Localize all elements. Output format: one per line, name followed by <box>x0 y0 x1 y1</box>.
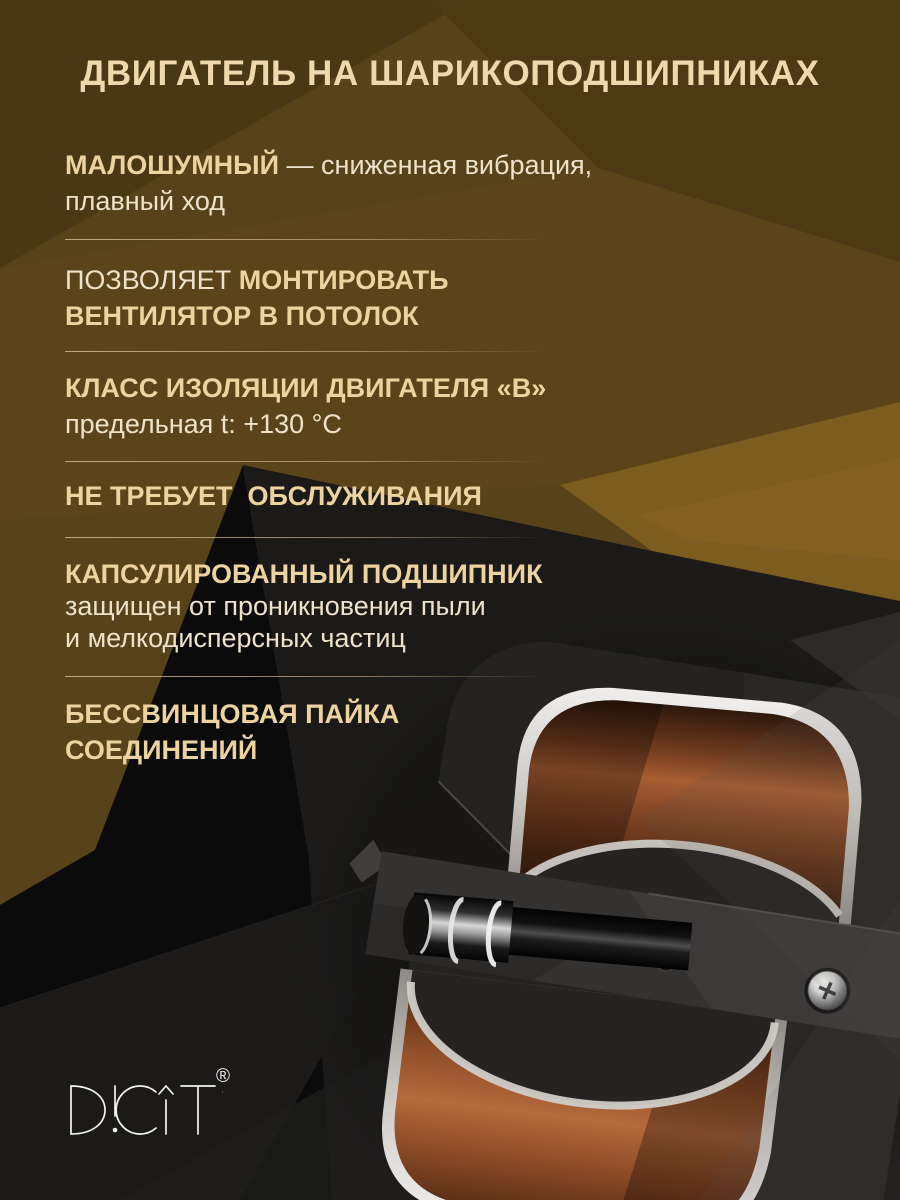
feature-insulation-class <box>65 370 625 442</box>
text-segment: ВЕНТИЛЯТОР В ПОТОЛОК <box>65 301 419 331</box>
registered-trademark-icon: ® <box>216 1066 230 1087</box>
feature-line <box>65 478 625 514</box>
divider <box>65 537 547 538</box>
feature-low-noise <box>65 147 625 219</box>
text-segment: ПОЗВОЛЯЕТ <box>65 265 239 295</box>
feature-line <box>65 406 625 442</box>
feature-line <box>65 298 625 334</box>
divider <box>65 461 547 462</box>
divider <box>65 676 547 677</box>
text-segment: предельная t: +130 °C <box>65 409 342 439</box>
feature-line <box>65 183 625 219</box>
text-segment: МАЛОШУМНЫЙ <box>65 150 280 180</box>
feature-line <box>65 262 625 298</box>
text-segment: МОНТИРОВАТЬ <box>238 265 449 295</box>
divider <box>65 351 547 352</box>
feature-line <box>65 696 625 732</box>
diciti-logo <box>63 1072 223 1142</box>
text-segment: НЕ ТРЕБУЕТ ОБСЛУЖИВАНИЯ <box>65 481 482 511</box>
feature-maintenance-free <box>65 478 625 514</box>
text-segment: БЕССВИНЦОВАЯ ПАЙКА <box>65 699 400 729</box>
divider <box>65 239 547 240</box>
text-segment: СОЕДИНЕНИЙ <box>65 735 258 765</box>
feature-ceiling-mount <box>65 262 625 334</box>
feature-line <box>65 622 625 654</box>
text-segment: КЛАСС ИЗОЛЯЦИИ ДВИГАТЕЛЯ «B» <box>65 373 547 403</box>
text-segment: защищен от проникновения пыли <box>65 591 486 621</box>
feature-leadfree-solder <box>65 696 625 768</box>
feature-line <box>65 558 625 590</box>
feature-encapsulated-bearing <box>65 558 625 654</box>
text-segment: и мелкодисперсных частиц <box>65 623 406 653</box>
text-segment: — сниженная вибрация, <box>279 150 593 180</box>
text-segment: КАПСУЛИРОВАННЫЙ ПОДШИПНИК <box>65 559 543 589</box>
text-segment: плавный ход <box>65 186 226 216</box>
page-title: ДВИГАТЕЛЬ НА ШАРИКОПОДШИПНИКАХ <box>80 54 820 93</box>
feature-line <box>65 732 625 768</box>
feature-line <box>65 370 625 406</box>
feature-line <box>65 590 625 622</box>
feature-line <box>65 147 625 183</box>
